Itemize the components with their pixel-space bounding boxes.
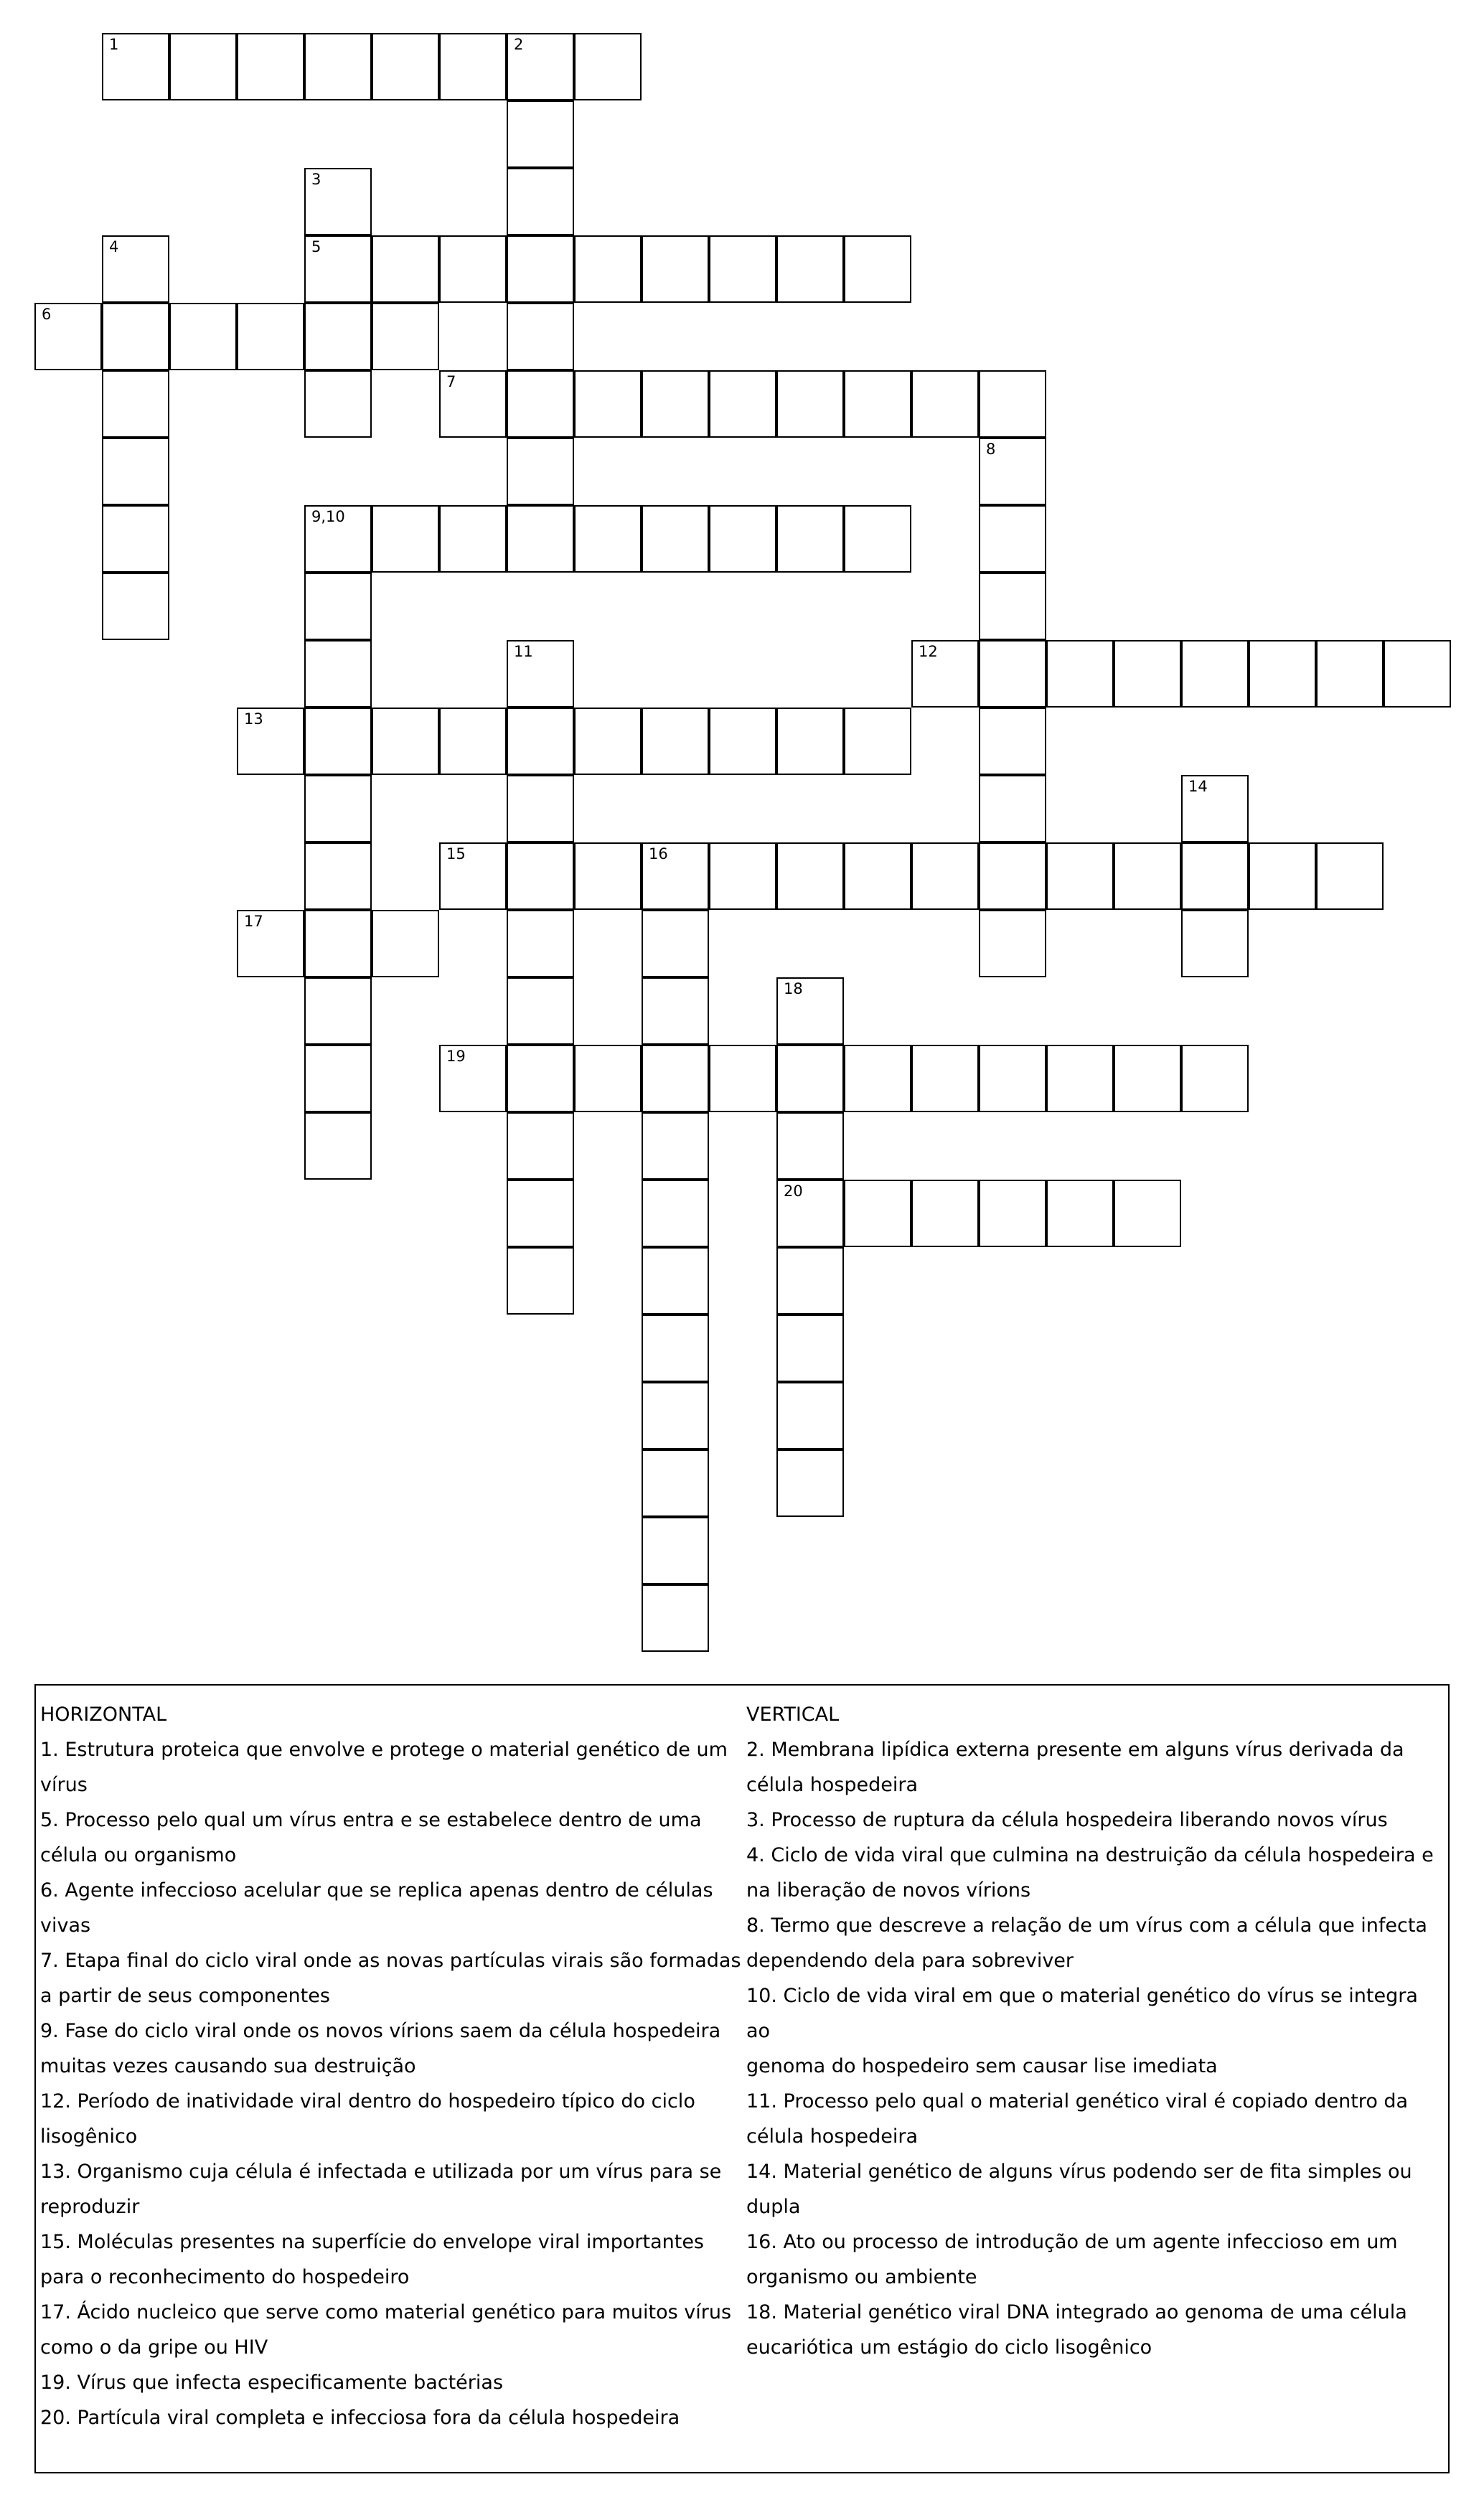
clue-number: 6 (42, 306, 52, 323)
grid-cell[interactable] (844, 1045, 911, 1112)
grid-cell[interactable] (844, 842, 911, 910)
clue-line: como o da gripe ou HIV (40, 2336, 268, 2359)
vertical-clues (746, 1697, 1446, 2365)
grid-cell[interactable] (304, 640, 372, 708)
clue-line: dependendo dela para sobreviver (746, 1950, 1074, 1972)
grid-cell[interactable] (844, 370, 911, 438)
grid-cell[interactable] (1114, 1045, 1181, 1112)
grid-cell[interactable] (979, 708, 1046, 775)
grid-cell[interactable] (507, 168, 574, 235)
vertical-title: VERTICAL (746, 1703, 840, 1726)
clue-line: 2. Membrana lipídica externa presente em alguns vírus derivada da (746, 1739, 1404, 1761)
grid-cell[interactable] (911, 842, 979, 910)
grid-cell[interactable] (979, 573, 1046, 640)
grid-cell[interactable] (102, 505, 169, 573)
clue-line: 19. Vírus que infecta especificamente bactérias (40, 2372, 504, 2394)
grid-cell[interactable] (1114, 640, 1181, 708)
grid-cell[interactable] (1181, 842, 1249, 910)
grid-cell[interactable] (709, 235, 776, 303)
grid-cell[interactable] (642, 1045, 709, 1112)
grid-cell[interactable] (844, 505, 911, 573)
clue-line: vivas (40, 1914, 91, 1937)
grid-cell[interactable] (102, 573, 169, 640)
clue-line: vírus (40, 1774, 88, 1796)
grid-cell[interactable] (1316, 640, 1384, 708)
grid-cell[interactable] (507, 1112, 574, 1180)
clue-line: 16. Ato ou processo de introdução de um agente infeccioso em um (746, 2231, 1398, 2253)
grid-cell[interactable] (304, 977, 372, 1045)
clue-line: na liberação de novos vírions (746, 1879, 1031, 1902)
grid-cell[interactable] (1046, 1180, 1114, 1247)
grid-cell[interactable] (642, 235, 709, 303)
clue-line: 9. Fase do ciclo viral onde os novos vírions saem da célula hospedeira (40, 2020, 721, 2042)
clue-line: 8. Termo que descreve a relação de um vírus com a célula que infecta (746, 1914, 1427, 1937)
grid-cell[interactable] (237, 708, 304, 775)
clue-number: 13 (244, 710, 263, 728)
grid-cell[interactable] (844, 1180, 911, 1247)
grid-cell[interactable] (372, 33, 439, 100)
grid-cell[interactable] (979, 842, 1046, 910)
grid-cell[interactable] (776, 842, 844, 910)
grid-cell[interactable] (507, 1180, 574, 1247)
clue-line: genoma do hospedeiro sem causar lise imediata (746, 2055, 1218, 2077)
grid-cell[interactable] (439, 33, 507, 100)
grid-cell[interactable] (237, 33, 304, 100)
grid-cell[interactable] (304, 505, 372, 573)
grid-cell[interactable] (979, 910, 1046, 977)
grid-cell[interactable] (304, 910, 372, 977)
grid-cell[interactable] (507, 842, 574, 910)
clue-line: dupla (746, 2196, 801, 2218)
grid-cell[interactable] (304, 573, 372, 640)
clue-line: eucariótica um estágio do ciclo lisogênico (746, 2336, 1152, 2359)
clue-number: 19 (446, 1048, 466, 1065)
clue-number: 12 (919, 643, 938, 660)
clue-number: 18 (784, 980, 803, 997)
clue-number: 3 (311, 171, 321, 188)
clue-number: 16 (649, 845, 668, 863)
grid-cell[interactable] (642, 1517, 709, 1584)
grid-cell[interactable] (507, 977, 574, 1045)
grid-cell[interactable] (642, 977, 709, 1045)
clue-line: 18. Material genético viral DNA integrado ao genoma de uma célula (746, 2301, 1407, 2323)
clue-line: para o reconhecimento do hospedeiro (40, 2266, 410, 2288)
grid-cell[interactable] (776, 505, 844, 573)
grid-cell[interactable] (844, 708, 911, 775)
grid-cell[interactable] (776, 708, 844, 775)
grid-cell[interactable] (911, 1180, 979, 1247)
grid-cell[interactable] (507, 1247, 574, 1315)
clue-line: 4. Ciclo de vida viral que culmina na destruição da célula hospedeira e (746, 1844, 1434, 1866)
clue-line: a partir de seus componentes (40, 1985, 330, 2007)
grid-cell[interactable] (439, 370, 507, 438)
grid-cell[interactable] (776, 1045, 844, 1112)
grid-cell[interactable] (642, 1247, 709, 1315)
grid-cell[interactable] (979, 640, 1046, 708)
grid-cell[interactable] (102, 235, 169, 303)
grid-cell[interactable] (1046, 640, 1114, 708)
clue-line: célula hospedeira (746, 1774, 919, 1796)
grid-cell[interactable] (102, 370, 169, 438)
grid-cell[interactable] (372, 235, 439, 303)
grid-cell[interactable] (507, 370, 574, 438)
clues-box (34, 1684, 1450, 2473)
clue-number: 14 (1188, 778, 1208, 795)
grid-cell[interactable] (102, 438, 169, 505)
grid-cell[interactable] (776, 1180, 844, 1247)
grid-cell[interactable] (304, 33, 372, 100)
grid-cell[interactable] (304, 842, 372, 910)
clue-line: organismo ou ambiente (746, 2266, 977, 2288)
grid-cell[interactable] (642, 708, 709, 775)
grid-cell[interactable] (372, 303, 439, 370)
grid-cell[interactable] (102, 33, 169, 100)
grid-cell[interactable] (1046, 842, 1114, 910)
grid-cell[interactable] (709, 370, 776, 438)
grid-cell[interactable] (439, 842, 507, 910)
grid-cell[interactable] (169, 303, 237, 370)
grid-cell[interactable] (979, 370, 1046, 438)
grid-cell[interactable] (237, 303, 304, 370)
grid-cell[interactable] (507, 910, 574, 977)
grid-cell[interactable] (439, 708, 507, 775)
grid-cell[interactable] (979, 1180, 1046, 1247)
clue-line: 7. Etapa final do ciclo viral onde as novas partículas virais são formadas (40, 1950, 741, 1972)
grid-cell[interactable] (911, 370, 979, 438)
clue-number: 5 (311, 238, 321, 255)
clue-line: 15. Moléculas presentes na superfície do envelope viral importantes (40, 2231, 705, 2253)
grid-cell[interactable] (709, 1045, 776, 1112)
grid-cell[interactable] (911, 640, 979, 708)
grid-cell[interactable] (574, 33, 642, 100)
clue-number: 17 (244, 913, 263, 930)
clue-line: 17. Ácido nucleico que serve como material genético para muitos vírus (40, 2301, 732, 2323)
grid-cell[interactable] (574, 842, 642, 910)
grid-cell[interactable] (304, 1112, 372, 1180)
grid-cell[interactable] (439, 1045, 507, 1112)
grid-cell[interactable] (574, 708, 642, 775)
grid-cell[interactable] (642, 1315, 709, 1382)
grid-cell[interactable] (776, 1112, 844, 1180)
grid-cell[interactable] (574, 370, 642, 438)
grid-cell[interactable] (507, 640, 574, 708)
grid-cell[interactable] (979, 775, 1046, 842)
grid-cell[interactable] (304, 370, 372, 438)
clue-line: muitas vezes causando sua destruição (40, 2055, 416, 2077)
grid-cell[interactable] (304, 168, 372, 235)
grid-cell[interactable] (1181, 910, 1249, 977)
grid-cell[interactable] (1249, 842, 1316, 910)
clue-line: reproduzir (40, 2196, 140, 2218)
clue-line: 10. Ciclo de vida viral em que o material genético do vírus se integra ao (746, 1985, 1418, 2042)
grid-cell[interactable] (642, 1180, 709, 1247)
clue-line: 13. Organismo cuja célula é infectada e utilizada por um vírus para se (40, 2161, 722, 2183)
clue-line: 20. Partícula viral completa e infecciosa fora da célula hospedeira (40, 2407, 680, 2429)
grid-cell[interactable] (372, 910, 439, 977)
grid-cell[interactable] (507, 505, 574, 573)
clue-number: 11 (514, 643, 533, 660)
grid-cell[interactable] (237, 910, 304, 977)
grid-cell[interactable] (776, 235, 844, 303)
grid-cell[interactable] (642, 842, 709, 910)
clue-line: lisogênico (40, 2125, 138, 2148)
clue-number: 1 (109, 36, 119, 53)
grid-cell[interactable] (372, 708, 439, 775)
clue-number: 15 (446, 845, 466, 863)
grid-cell[interactable] (439, 505, 507, 573)
grid-cell[interactable] (642, 1449, 709, 1517)
grid-cell[interactable] (709, 708, 776, 775)
grid-cell[interactable] (642, 370, 709, 438)
grid-cell[interactable] (102, 303, 169, 370)
clue-line: 3. Processo de ruptura da célula hospedeira liberando novos vírus (746, 1809, 1388, 1831)
grid-cell[interactable] (1316, 842, 1384, 910)
clue-number: 7 (446, 373, 456, 390)
grid-cell[interactable] (776, 1382, 844, 1449)
grid-cell[interactable] (304, 775, 372, 842)
clue-line: célula ou organismo (40, 1844, 237, 1866)
grid-cell[interactable] (574, 505, 642, 573)
grid-cell[interactable] (979, 505, 1046, 573)
grid-cell[interactable] (1114, 842, 1181, 910)
grid-cell[interactable] (1181, 1045, 1249, 1112)
clue-line: 11. Processo pelo qual o material genético viral é copiado dentro da (746, 2090, 1409, 2112)
grid-cell[interactable] (709, 505, 776, 573)
grid-cell[interactable] (979, 1045, 1046, 1112)
grid-cell[interactable] (34, 303, 102, 370)
grid-cell[interactable] (642, 910, 709, 977)
clue-line: 1. Estrutura proteica que envolve e protege o material genético de um (40, 1739, 728, 1761)
grid-cell[interactable] (372, 505, 439, 573)
grid-cell[interactable] (169, 33, 237, 100)
grid-cell[interactable] (1249, 640, 1316, 708)
horizontal-title: HORIZONTAL (40, 1703, 167, 1726)
grid-cell[interactable] (642, 1112, 709, 1180)
grid-cell[interactable] (304, 235, 372, 303)
grid-cell[interactable] (1181, 640, 1249, 708)
grid-cell[interactable] (642, 1584, 709, 1652)
grid-cell[interactable] (642, 505, 709, 573)
horizontal-clues (40, 1697, 747, 2435)
clue-number: 20 (784, 1183, 803, 1200)
clue-line: 14. Material genético de alguns vírus podendo ser de fita simples ou (746, 2161, 1412, 2183)
grid-cell[interactable] (439, 235, 507, 303)
grid-cell[interactable] (709, 842, 776, 910)
clue-number: 2 (514, 36, 524, 53)
grid-cell[interactable] (642, 1382, 709, 1449)
grid-cell[interactable] (776, 370, 844, 438)
grid-cell[interactable] (507, 33, 574, 100)
grid-cell[interactable] (304, 303, 372, 370)
grid-cell[interactable] (507, 100, 574, 168)
grid-cell[interactable] (507, 708, 574, 775)
grid-cell[interactable] (507, 1045, 574, 1112)
grid-cell[interactable] (979, 438, 1046, 505)
grid-cell[interactable] (1384, 640, 1451, 708)
clue-number: 9,10 (311, 508, 345, 525)
clue-line: 6. Agente infeccioso acelular que se replica apenas dentro de células (40, 1879, 713, 1902)
grid-cell[interactable] (574, 1045, 642, 1112)
grid-cell[interactable] (1114, 1180, 1181, 1247)
grid-cell[interactable] (507, 438, 574, 505)
grid-cell[interactable] (776, 1315, 844, 1382)
grid-cell[interactable] (1046, 1045, 1114, 1112)
grid-cell[interactable] (776, 1247, 844, 1315)
clue-line: célula hospedeira (746, 2125, 919, 2148)
grid-cell[interactable] (507, 235, 574, 303)
grid-cell[interactable] (507, 775, 574, 842)
grid-cell[interactable] (574, 235, 642, 303)
grid-cell[interactable] (1181, 775, 1249, 842)
clue-number: 8 (986, 441, 996, 458)
grid-cell[interactable] (304, 708, 372, 775)
clue-line: 5. Processo pelo qual um vírus entra e se estabelece dentro de uma (40, 1809, 702, 1831)
grid-cell[interactable] (507, 303, 574, 370)
clue-line: 12. Período de inatividade viral dentro do hospedeiro típico do ciclo (40, 2090, 695, 2112)
grid-cell[interactable] (844, 235, 911, 303)
grid-cell[interactable] (776, 1449, 844, 1517)
grid-cell[interactable] (776, 977, 844, 1045)
grid-cell[interactable] (304, 1045, 372, 1112)
clue-number: 4 (109, 238, 119, 255)
grid-cell[interactable] (911, 1045, 979, 1112)
